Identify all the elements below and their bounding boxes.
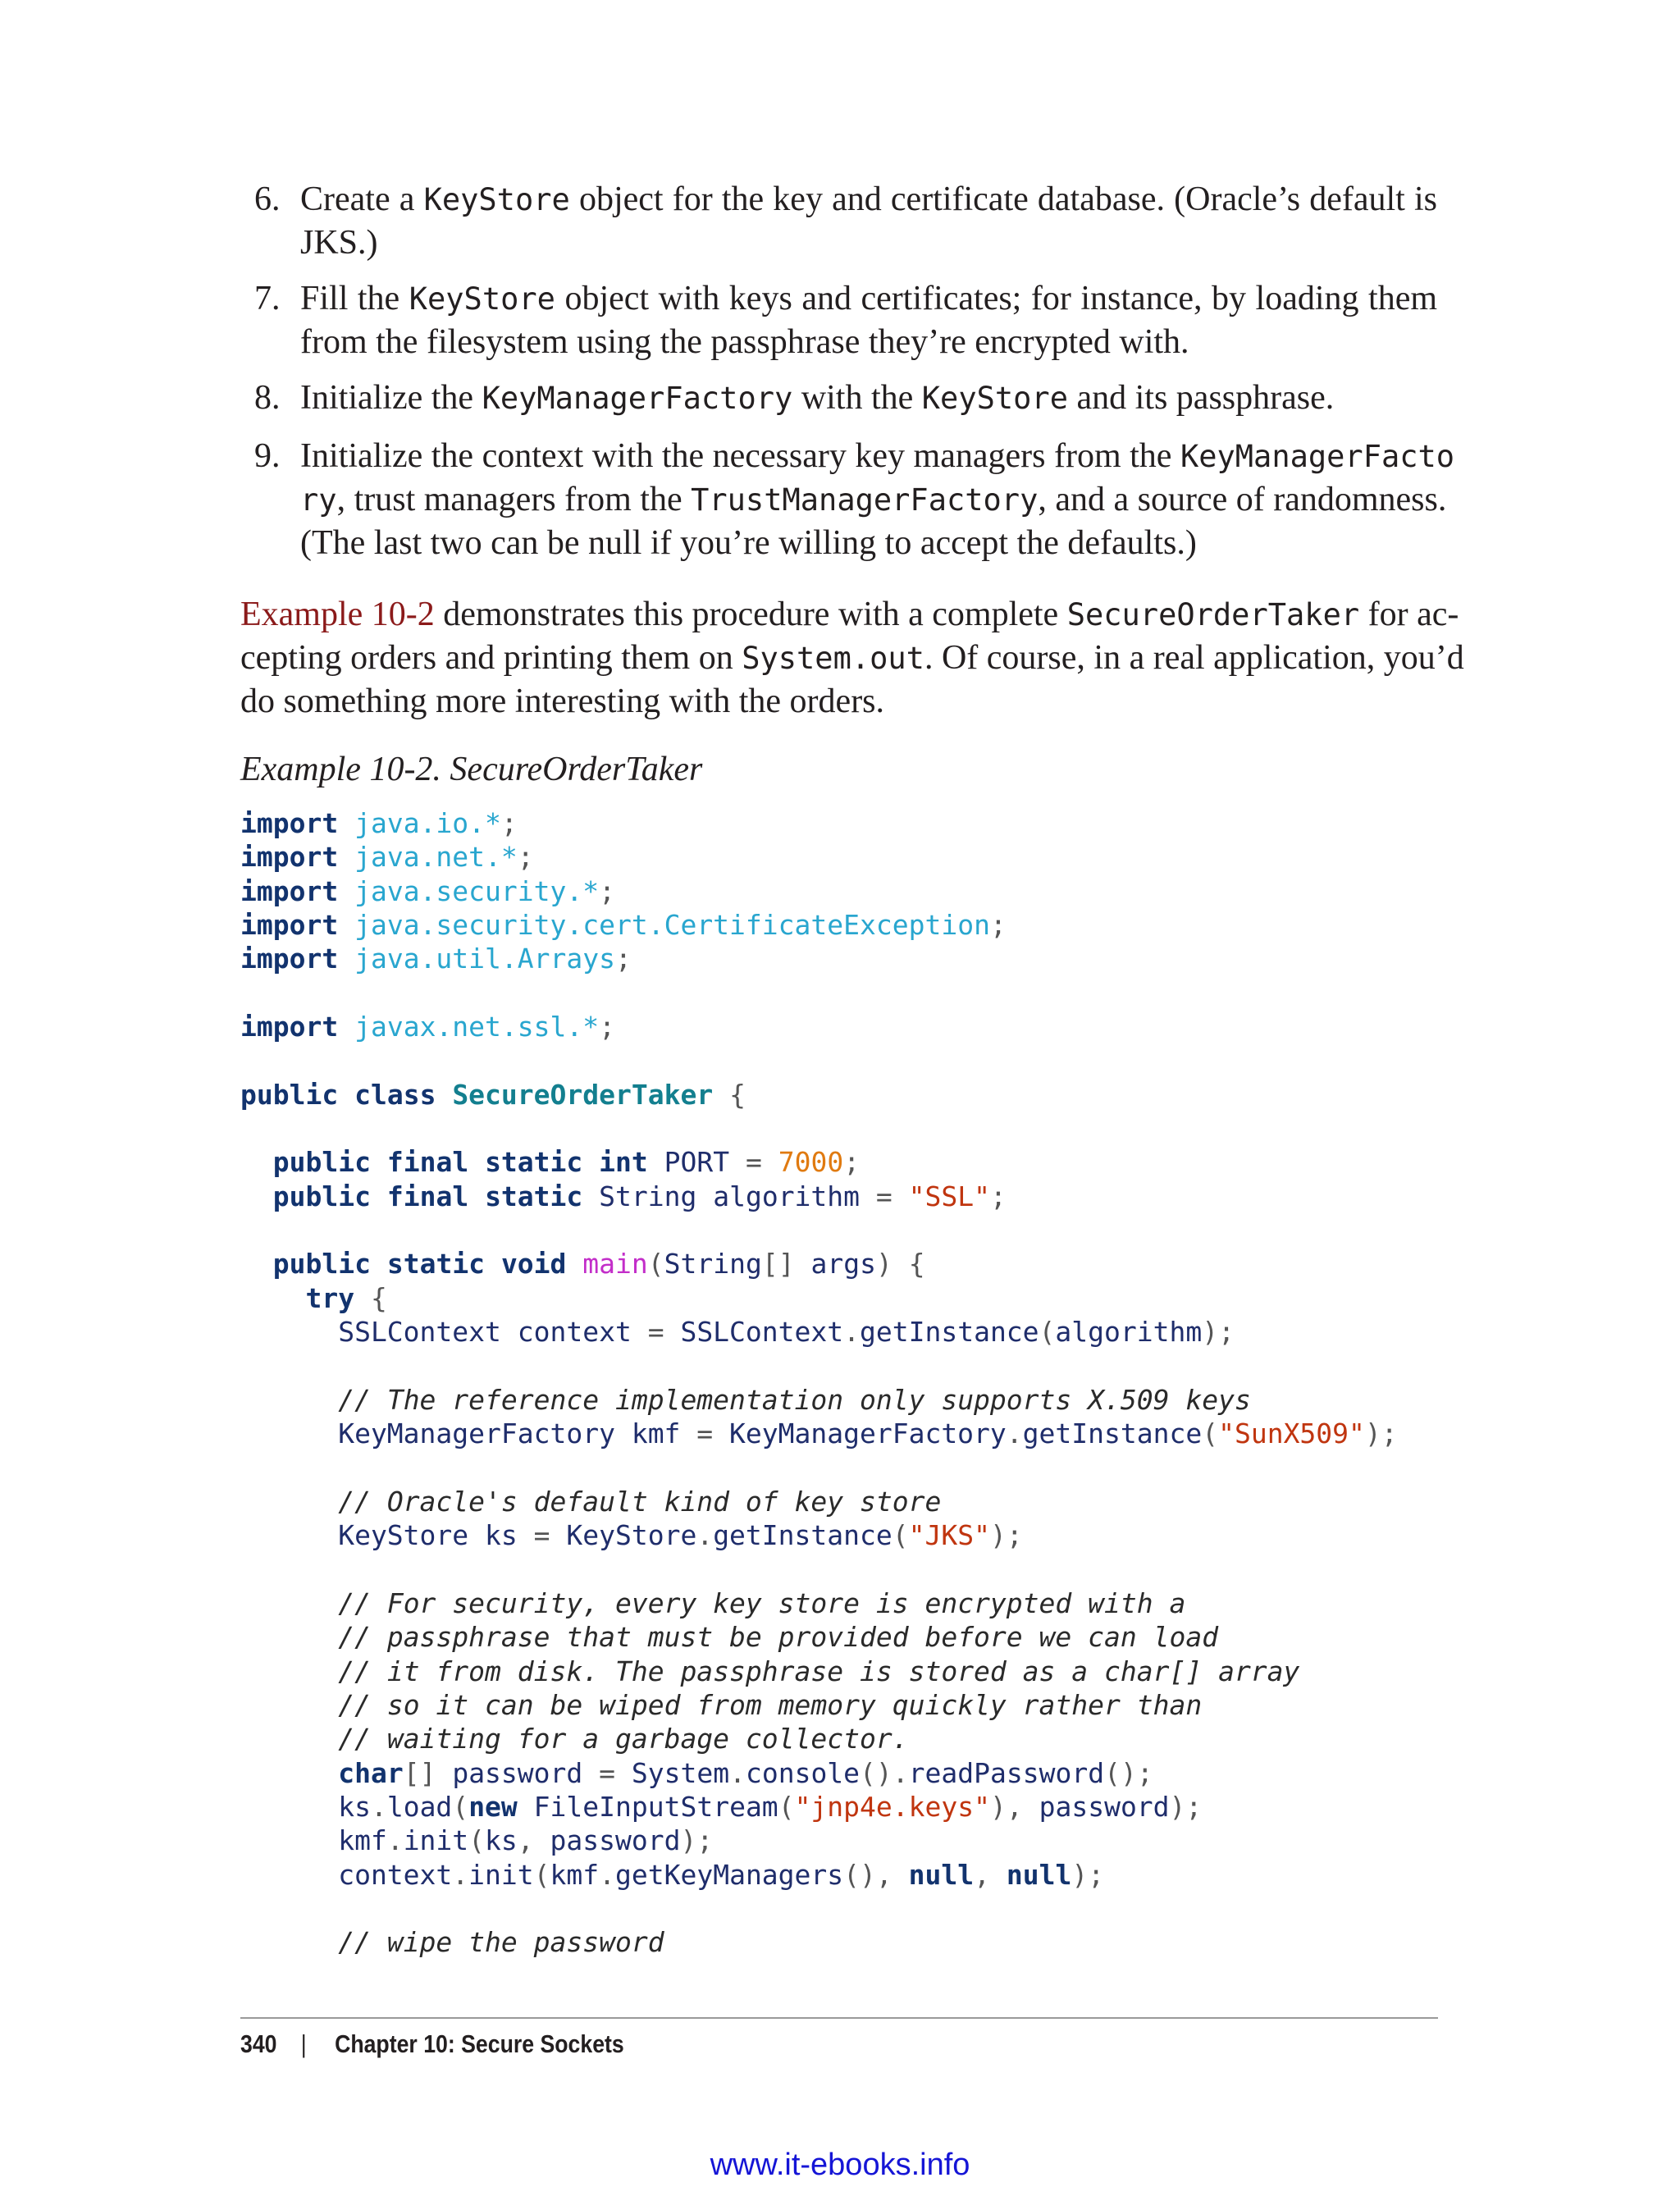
code-token: public (240, 1078, 339, 1111)
code-token: // Oracle's default kind of key store (338, 1485, 942, 1518)
example-caption: Example 10-2. SecureOrderTaker (240, 751, 703, 788)
inline-code: SecureOrderTaker (1066, 597, 1360, 632)
step-text: with the (792, 379, 922, 417)
code-token: // wipe the password (338, 1926, 664, 1959)
code-token: System (615, 1756, 730, 1789)
code-token: import (240, 943, 339, 975)
code-token: init (403, 1824, 469, 1857)
code-token: import (240, 1011, 339, 1043)
code-token: "JKS" (908, 1519, 990, 1552)
code-line (240, 1892, 1398, 1925)
code-line (240, 1756, 1398, 1790)
code-token (240, 1757, 338, 1789)
page-number: 340 (240, 2029, 277, 2058)
code-token (338, 1079, 354, 1111)
step-line (300, 478, 1447, 522)
code-token: ( (468, 1824, 486, 1857)
code-token: ( (1039, 1316, 1056, 1349)
page-footer (240, 2029, 624, 2059)
step-text: Initialize the (300, 379, 482, 417)
code-token: , (974, 1858, 990, 1891)
step-text: (The last two can be null if you’re willing to accept the defaults.) (300, 524, 1197, 562)
code-token: algorithm (1055, 1316, 1203, 1349)
code-line (240, 1722, 1398, 1755)
code-token (713, 1079, 729, 1111)
code-token (371, 1248, 387, 1280)
code-token: ); (989, 1519, 1023, 1552)
paragraph-line (240, 593, 1459, 637)
code-token: kmf (550, 1858, 600, 1891)
code-token (240, 1180, 273, 1212)
code-line (240, 1145, 1398, 1179)
code-token (892, 1859, 909, 1891)
code-token: java.net.* (354, 841, 518, 874)
paragraph-text: for ac- (1359, 596, 1459, 633)
step-number: 6. (254, 180, 281, 218)
code-token: ; (599, 874, 615, 907)
step-text: from the filesystem using the passphrase they’re encrypted with. (300, 323, 1189, 361)
code-line (240, 1586, 1398, 1620)
code-token: import (240, 874, 339, 907)
code-token: ); (1202, 1316, 1235, 1349)
code-token: { (729, 1078, 746, 1111)
code-token: // For security, every key store is encrypted with a (338, 1586, 1186, 1619)
code-token: public (272, 1146, 371, 1179)
code-line (240, 976, 1398, 1010)
code-line (240, 1620, 1398, 1654)
code-token: // it from disk. The passphrase is stored as a char[] array (338, 1655, 1300, 1687)
code-token: FileInputStream (517, 1790, 778, 1823)
code-line (240, 1247, 1398, 1281)
code-token: import (240, 807, 339, 839)
code-token: ks (240, 1790, 371, 1823)
code-token: import (240, 909, 339, 942)
code-token: ) (875, 1248, 892, 1281)
code-token: try (305, 1281, 355, 1314)
code-token: getInstance (860, 1316, 1039, 1349)
code-token: String (664, 1248, 762, 1281)
code-token: password (1022, 1790, 1170, 1823)
code-line (240, 1688, 1398, 1722)
code-token (468, 1146, 485, 1178)
code-token: // so it can be wiped from memory quickly rather than (338, 1688, 1203, 1721)
code-token: public (272, 1180, 371, 1212)
code-token: javax.net.ssl.* (354, 1011, 600, 1043)
code-token: ); (680, 1824, 714, 1857)
code-token: ( (778, 1790, 795, 1823)
code-token: getKeyManagers (615, 1858, 844, 1891)
code-token: KeyManagerFactory kmf (240, 1418, 697, 1450)
code-token: . (599, 1858, 615, 1891)
code-token: load (386, 1790, 453, 1823)
code-token: = (599, 1756, 616, 1789)
code-token: ( (533, 1858, 550, 1891)
code-line (240, 874, 1398, 908)
code-token (240, 1689, 338, 1721)
code-token: ks (485, 1824, 518, 1857)
step-line (300, 178, 1437, 221)
code-token (240, 1282, 305, 1314)
code-token: kmf (240, 1824, 387, 1857)
code-token: ; (843, 1146, 861, 1179)
step-text: , and a source of randomness. (1038, 481, 1447, 518)
step-line (300, 221, 1437, 264)
body-paragraph (240, 593, 1464, 723)
inline-code: TrustManagerFactory (691, 482, 1039, 518)
code-token: password (533, 1824, 681, 1857)
code-token: main (582, 1248, 648, 1281)
inline-code: System.out (742, 641, 924, 676)
code-token: . (370, 1790, 387, 1823)
code-token: "SSL" (908, 1180, 990, 1212)
code-token: = (875, 1180, 892, 1212)
code-token: class (354, 1078, 436, 1111)
step-line (300, 321, 1437, 363)
step-line (300, 377, 1437, 420)
code-token: . (1006, 1418, 1023, 1450)
code-token (371, 1180, 387, 1212)
code-line (240, 806, 1398, 840)
code-token (892, 1248, 909, 1280)
code-token: final (386, 1180, 469, 1212)
code-token (892, 1180, 909, 1212)
step-number: 9. (254, 437, 281, 475)
footer-separator: | (300, 2029, 307, 2058)
code-token (354, 1282, 371, 1314)
code-line (240, 1078, 1398, 1112)
code-token: ); (1071, 1858, 1105, 1891)
code-line (240, 1315, 1398, 1349)
code-token: . (386, 1824, 404, 1857)
code-line (240, 1213, 1398, 1247)
code-line (240, 908, 1398, 942)
code-token: . (452, 1858, 469, 1891)
code-token (582, 1146, 599, 1178)
inline-code: ry (300, 482, 337, 518)
code-token: ( (892, 1519, 909, 1552)
code-token: (); (1104, 1756, 1153, 1789)
paragraph-line (240, 680, 1438, 723)
step-text: JKS.) (300, 224, 378, 262)
code-line (240, 1180, 1398, 1213)
code-line (240, 840, 1398, 874)
code-token: ); (1364, 1418, 1398, 1450)
paragraph-line (240, 637, 1464, 680)
code-line (240, 1518, 1398, 1552)
code-token (485, 1248, 501, 1280)
code-token: static (485, 1146, 583, 1179)
step-text: Initialize the context with the necessary key managers from the (300, 437, 1180, 475)
code-token: readPassword (908, 1756, 1105, 1789)
code-token: SecureOrderTaker (452, 1078, 714, 1111)
code-line (240, 1553, 1398, 1586)
code-token: public (272, 1248, 371, 1281)
code-token (338, 1011, 354, 1043)
code-line (240, 1858, 1398, 1892)
paragraph-text: . Of course, in a real application, you’d (924, 639, 1464, 677)
watermark-link[interactable]: www.it-ebooks.info (710, 2148, 970, 2182)
code-token (566, 1248, 582, 1280)
code-token: KeyStore (550, 1519, 697, 1552)
inline-code: KeyManagerFacto (1180, 439, 1455, 474)
code-token: KeyManagerFactory (713, 1418, 1007, 1450)
code-token: . (729, 1756, 746, 1789)
code-token: KeyStore ks (240, 1519, 534, 1552)
code-token: (). (860, 1756, 909, 1789)
code-token (338, 909, 354, 941)
code-line (240, 1451, 1398, 1485)
code-token: { (908, 1248, 925, 1281)
inline-code: KeyStore (409, 281, 555, 317)
code-line (240, 1790, 1398, 1824)
code-token (240, 1655, 338, 1687)
step-text: , trust managers from the (336, 481, 692, 518)
code-token: // waiting for a garbage collector. (338, 1723, 909, 1755)
paragraph-text: cepting orders and printing them on (240, 639, 742, 677)
cross-reference-link[interactable]: Example 10-2 (240, 596, 435, 633)
step-number: 7. (254, 280, 281, 317)
code-token (240, 1486, 338, 1518)
inline-code: KeyStore (423, 182, 570, 217)
code-token: static (386, 1248, 486, 1281)
code-token: getInstance (713, 1519, 892, 1552)
code-token: ( (452, 1790, 469, 1823)
step-text: object with keys and certificates; for instance, by loading them (555, 280, 1438, 317)
code-token: final (386, 1146, 469, 1179)
code-token: = (696, 1418, 714, 1450)
code-token (436, 1079, 452, 1111)
code-token: init (468, 1858, 534, 1891)
code-token: PORT (647, 1146, 746, 1179)
step-text: Fill the (300, 280, 409, 317)
code-line (240, 1655, 1398, 1688)
step-text (300, 435, 1455, 564)
code-token: java.util.Arrays (354, 943, 615, 975)
inline-code: KeyManagerFactory (482, 381, 793, 416)
code-token: (), (843, 1858, 892, 1891)
code-token (240, 1248, 273, 1280)
code-line (240, 1925, 1398, 1959)
step-text: and its passphrase. (1067, 379, 1335, 417)
code-token (338, 943, 354, 975)
code-token: "SunX509" (1218, 1418, 1365, 1450)
code-token: ; (599, 1011, 615, 1043)
paragraph-text: demonstrates this procedure with a complete (434, 596, 1067, 633)
code-token: ; (614, 943, 632, 975)
inline-code: KeyStore (921, 381, 1068, 416)
step-line (300, 522, 1437, 564)
code-line (240, 1417, 1398, 1450)
code-token: "jnp4e.keys" (794, 1790, 990, 1823)
code-line (240, 1485, 1398, 1518)
code-token: ); (1169, 1790, 1203, 1823)
code-token: SSLContext context (240, 1316, 648, 1349)
code-token: ( (1202, 1418, 1219, 1450)
code-token: new (468, 1790, 518, 1823)
code-token: console (745, 1756, 861, 1789)
code-token: ; (990, 1180, 1007, 1212)
footer-rule (240, 2017, 1438, 2019)
code-token: getInstance (1022, 1418, 1203, 1450)
step-text (300, 277, 1437, 363)
code-token: java.security.cert.CertificateException (354, 909, 990, 942)
code-token: = (745, 1146, 762, 1179)
code-token (240, 1384, 338, 1416)
code-token: null (1006, 1858, 1072, 1891)
code-line (240, 1281, 1398, 1315)
code-token: java.security.* (354, 874, 600, 907)
code-token (240, 1926, 338, 1958)
code-token (371, 1146, 387, 1178)
code-listing (240, 806, 1398, 1960)
code-token: // The reference implementation only supports X.509 keys (338, 1383, 1251, 1416)
code-token: = (533, 1519, 550, 1552)
code-token: 7000 (778, 1146, 844, 1179)
code-token: args (794, 1248, 876, 1281)
code-token (468, 1180, 485, 1212)
code-token: java.io.* (354, 807, 501, 839)
code-token: static (485, 1180, 583, 1212)
code-token: = (647, 1316, 664, 1349)
code-token: . (696, 1519, 714, 1552)
code-token (990, 1859, 1007, 1891)
code-token (338, 841, 354, 873)
code-token: ; (989, 909, 1007, 942)
code-line (240, 1112, 1398, 1145)
code-line (240, 942, 1398, 975)
code-line (240, 1010, 1398, 1043)
code-token: . (843, 1316, 860, 1349)
step-line (300, 435, 1455, 478)
step-text: Create a (300, 180, 424, 218)
code-token: SSLContext (664, 1316, 844, 1349)
code-token: , (517, 1824, 534, 1857)
paragraph-text: do something more interesting with the orders. (240, 682, 885, 720)
chapter-title: Chapter 10: Secure Sockets (335, 2029, 624, 2058)
code-line (240, 1349, 1398, 1383)
step-text (300, 178, 1437, 264)
code-token (338, 807, 354, 839)
code-token: ( (647, 1248, 664, 1281)
code-token: [] (403, 1756, 436, 1789)
code-token: // passphrase that must be provided before we can load (338, 1621, 1219, 1654)
code-token: [] (761, 1248, 795, 1281)
code-token (240, 1723, 338, 1755)
step-text (300, 377, 1437, 420)
code-token (240, 1587, 338, 1619)
code-token: int (599, 1146, 648, 1179)
code-token (338, 875, 354, 907)
code-line (240, 1043, 1398, 1077)
step-text: object for the key and certificate database. (Oracle’s default is (569, 180, 1437, 218)
code-token: char (338, 1756, 404, 1789)
code-token: ; (517, 841, 534, 874)
code-token: { (370, 1281, 387, 1314)
code-token: password (436, 1756, 600, 1789)
step-line (300, 277, 1437, 321)
code-token (240, 1621, 338, 1653)
code-token: String algorithm (582, 1180, 876, 1212)
code-token: void (500, 1248, 567, 1281)
code-token: import (240, 841, 339, 874)
step-number: 8. (254, 379, 281, 417)
code-token: context (240, 1858, 453, 1891)
code-line (240, 1383, 1398, 1417)
code-token: ; (500, 807, 518, 839)
code-line (240, 1824, 1398, 1857)
code-token (240, 1146, 273, 1178)
code-token: null (908, 1858, 975, 1891)
code-token (762, 1146, 778, 1178)
code-token: ), (989, 1790, 1023, 1823)
